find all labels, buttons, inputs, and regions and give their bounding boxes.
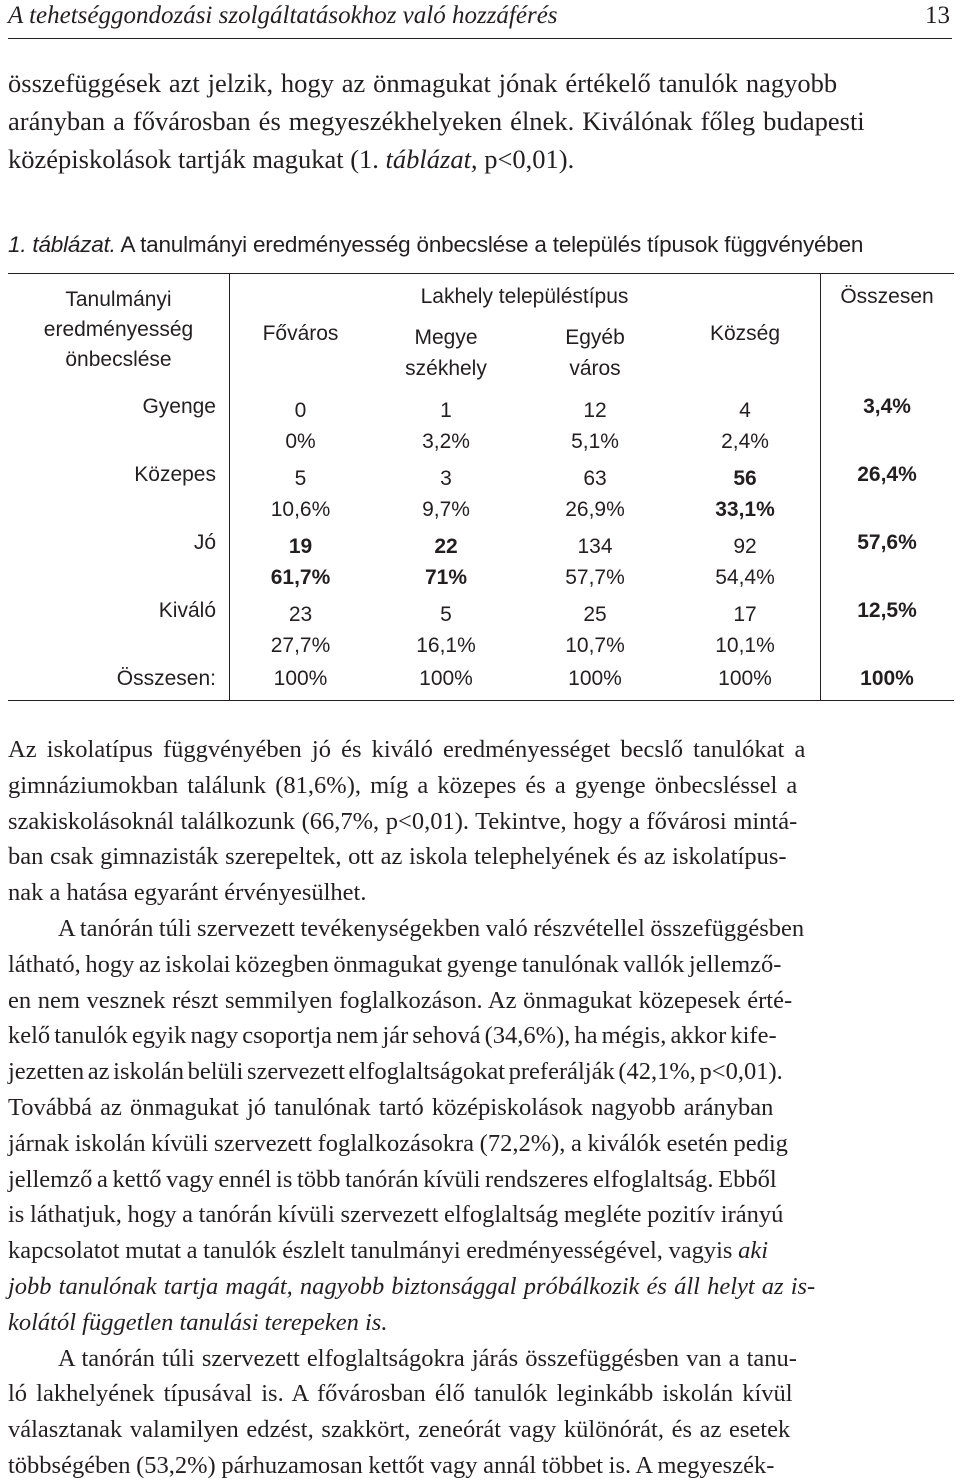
table-cell: 4 2,4% xyxy=(721,399,769,453)
column-header-megye: Megye székhely xyxy=(405,326,487,380)
running-header xyxy=(8,0,952,39)
body-line: A tanórán túli szervezett elfoglaltságokra járás összefüggésben van a tanu- xyxy=(58,1344,797,1372)
column-header-kozseg: Község xyxy=(709,322,781,345)
table-cell: 1 3,2% xyxy=(422,399,470,453)
table-caption-text: A tanulmányi eredményesség önbecslése a település típusok függvényében xyxy=(115,232,864,257)
data-table xyxy=(8,273,954,701)
body-italic-fragment: aki xyxy=(738,1237,769,1265)
body-line: látható, hogy az iskolai közegben önmagukat gyenge tanulónak vallók jellemző- xyxy=(8,950,782,978)
intro-line-3-italic: táblázat, xyxy=(385,144,478,174)
body-line: ban csak gimnazisták szerepeltek, ott az iskola telephelyének és az iskolatípus- xyxy=(8,843,787,871)
body-text xyxy=(8,732,954,1484)
table-cell: 0 0% xyxy=(285,399,316,453)
table-cell: 63 26,9% xyxy=(565,467,625,521)
footer-cell: 100% xyxy=(718,667,772,690)
table-cell: 12 5,1% xyxy=(571,399,619,453)
table-cell: 25 10,7% xyxy=(565,603,625,657)
intro-paragraph xyxy=(8,64,954,178)
body-line: választanak valamilyen edzést, szakkört, zeneórát vagy különórát, és az esetek xyxy=(8,1416,791,1444)
footer-cell: 100% xyxy=(273,667,328,690)
body-line: ló lakhelyének típusával is. A fővárosban élő tanulók leginkább iskolán kívül xyxy=(8,1380,793,1408)
body-line: kapcsolatot mutat a tanulók észlelt tanulmányi eredményességével, vagyis aki xyxy=(8,1237,769,1265)
row-header-label: Tanulmányi eredményesség önbecslése xyxy=(43,288,194,371)
row-label-kozepes: Közepes xyxy=(134,463,216,486)
body-line: kelő tanulók egyik nagy csoportja nem jár sehová (34,6%), ha mégis, akkor kife- xyxy=(8,1022,777,1050)
table-cell: 22 71% xyxy=(424,535,468,589)
table-cell: 92 54,4% xyxy=(715,535,775,589)
footer-cell: 100% xyxy=(419,667,473,690)
body-line: A tanórán túli szervezett tevékenységekben való részvétellel összefüggésben xyxy=(58,914,805,942)
body-line: jobb tanulónak tartja magát, nagyobb biztonsággal próbálkozik és áll helyt az is- xyxy=(8,1272,816,1300)
body-line: Továbbá az önmagukat jó tanulónak tartó középiskolások nagyobb arányban xyxy=(8,1093,774,1121)
row-total: 3,4% xyxy=(863,395,911,418)
body-line: Az iskolatípus függvényében jó és kiváló eredményességet becslő tanulókat a xyxy=(8,736,806,763)
footer-label: Összesen: xyxy=(116,667,216,690)
body-line: kolától független tanulási terepeken is. xyxy=(8,1308,388,1336)
total-header: Összesen xyxy=(840,285,934,308)
intro-line-1: összefüggések azt jelzik, hogy az önmagukat jónak értékelő tanulók nagyobb xyxy=(8,68,838,98)
header-title: A tehetséggondozási szolgáltatásokhoz való hozzáférés xyxy=(8,2,558,29)
intro-line-2: arányban a fővárosban és megyeszékhelyeken élnek. Kiválónak főleg budapesti xyxy=(8,106,865,136)
row-label-jo: Jó xyxy=(193,531,216,554)
column-header-egyeb: Egyéb város xyxy=(565,326,625,380)
footer-total: 100% xyxy=(860,667,914,690)
row-total: 26,4% xyxy=(857,463,917,486)
page-number: 13 xyxy=(925,2,950,29)
intro-line-3-pre: középiskolások tartják magukat (1. xyxy=(8,144,386,174)
column-header-fovaros: Főváros xyxy=(262,322,339,345)
body-line: jezetten az iskolán belüli szervezett elfoglaltságokat preferálják (42,1%, p<0,01). xyxy=(8,1058,783,1086)
row-label-gyenge: Gyenge xyxy=(142,395,216,418)
table-caption-label: 1. táblázat. xyxy=(8,232,116,257)
row-total: 12,5% xyxy=(857,599,917,622)
table-cell: 5 10,6% xyxy=(270,467,331,521)
table-caption xyxy=(8,232,958,258)
footer-cell: 100% xyxy=(568,667,622,690)
table-cell: 56 33,1% xyxy=(715,467,775,521)
table-cell: 23 27,7% xyxy=(270,603,331,657)
body-line: jellemző a kettő vagy ennél is több tanórán kívüli rendszeres elfoglaltság. Ebből xyxy=(8,1165,777,1193)
body-line: szakiskolásoknál találkozunk (66,7%, p<0,01). Tekintve, hogy a fővárosi mintá- xyxy=(8,807,798,835)
row-total: 57,6% xyxy=(857,531,917,554)
group-header: Lakhely településtípus xyxy=(420,285,629,308)
table-cell: 3 9,7% xyxy=(422,467,470,521)
table-cell: 17 10,1% xyxy=(715,603,775,657)
table-cell: 134 57,7% xyxy=(565,535,625,589)
intro-line-3 xyxy=(8,140,954,178)
body-line: is láthatjuk, hogy a tanórán kívüli szervezett elfoglaltság megléte pozitív irányú xyxy=(8,1201,784,1229)
intro-line-3-post: p<0,01). xyxy=(477,144,575,174)
body-line: en nem vesznek részt semmilyen foglalkozáson. Az önmagukat közepesek érté- xyxy=(8,986,793,1014)
body-line: járnak iskolán kívüli szervezett foglalkozásokra (72,2%), a kiválók esetén pedig xyxy=(8,1129,788,1157)
row-label-kivalo: Kiváló xyxy=(158,599,216,622)
body-line: gimnáziumokban találunk (81,6%), míg a közepes és a gyenge önbecsléssel a xyxy=(8,771,798,799)
body-line: nak a hatása egyaránt érvényesülhet. xyxy=(8,879,367,907)
table-cell: 5 16,1% xyxy=(416,603,476,657)
table-top-rule xyxy=(8,273,954,274)
body-line: többségében (53,2%) párhuzamosan kettőt vagy annál többet is. A megyeszék- xyxy=(8,1451,775,1479)
table-cell: 19 61,7% xyxy=(270,535,331,589)
